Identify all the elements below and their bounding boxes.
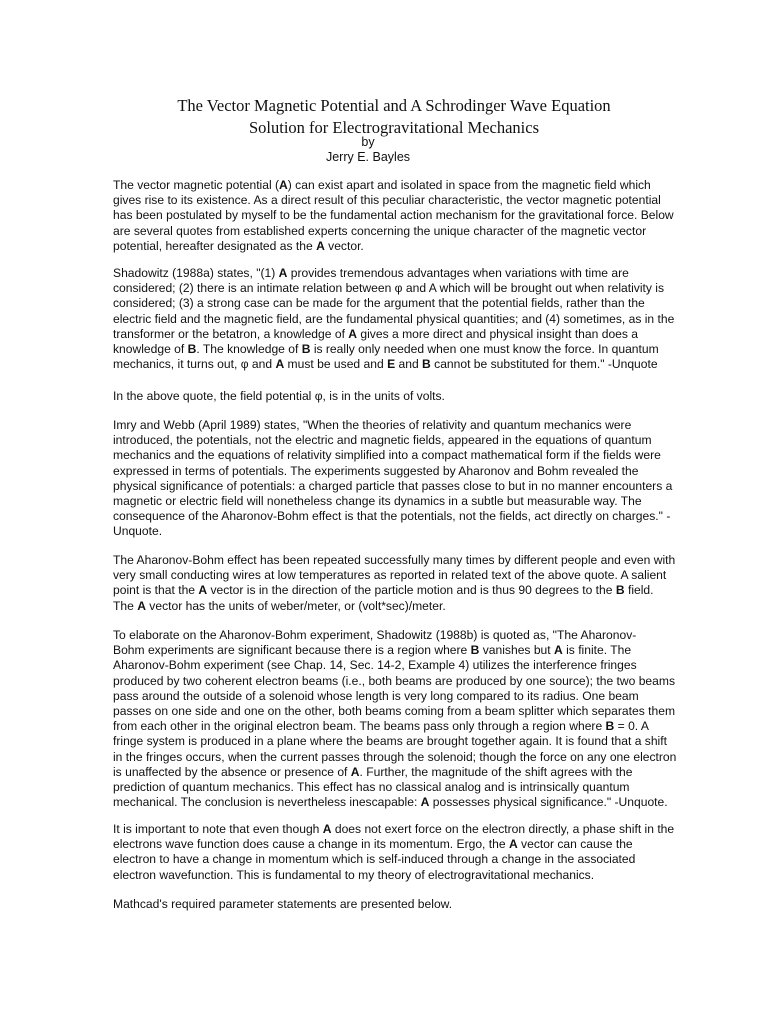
text-line: Mathcad's required parameter statements are presented below. [113,897,453,911]
text-line: point is that the A vector is in the direction of the particle motion and is thus 90 degrees to the B field. [113,583,654,598]
text-line: gives rise to its existence. As a direct result of this peculiar characteristic, the vector magnetic potential [113,193,661,208]
bold-symbol: A [198,583,208,598]
bold-symbol: E [387,357,396,372]
paragraph-phase-shift [113,822,713,883]
paragraph-intro [113,178,713,254]
text-line: The A vector has the units of weber/meter, or (volt*sec)/meter. [113,598,446,613]
text-line: Shadowitz (1988a) states, "(1) A provides tremendous advantages when variations with time are [113,266,629,280]
text-line: Imry and Webb (April 1989) states, "When the theories of relativity and quantum mechanics were [113,418,632,432]
text-line: are several quotes from established experts concerning the unique character of the magnetic vector [113,223,647,238]
document-title-line1: The Vector Magnetic Potential and A Schrodinger Wave Equation [177,96,611,115]
text-line: The Aharonov-Bohm effect has been repeated successfully many times by different people and even with [113,553,676,567]
text-line: magnetic or electric field will nonetheless change its dynamics in a subtle but measurable way. The [113,494,642,509]
bold-symbol: A [279,178,288,192]
text-line: expressed in terms of potentials. The experiments suggested by Aharonov and Bohm revealed the [113,463,639,478]
author-name: Jerry E. Bayles [325,150,411,164]
paragraph-shadowitz-quote [113,266,713,372]
bold-symbol: A [275,357,285,372]
bold-symbol: A [348,326,358,341]
text-line: passes on one side and one on the other, both beams coming from a beam splitter which separates them [113,704,676,719]
text-line: in the fringes occurs, when the current passes through the solenoid; though the force on any one electron [113,749,677,764]
bold-symbol: B [301,342,311,357]
bold-symbol: A [554,643,563,658]
text-line: To elaborate on the Aharonov-Bohm experiment, Shadowitz (1988b) is quoted as, "The Aharonov- [113,628,637,642]
text-line: considered; (3) a strong case can be made for the argument that the potential fields, rather than the [113,296,645,311]
bold-symbol: A [420,795,430,810]
text-line: It is important to note that even though A does not exert force on the electron directly, a phase shift in the [113,822,675,836]
text-line: electron to have a change in momentum which is self-induced through a change in the associated [113,852,636,867]
text-line: mechanics, it turns out, φ and A must be used and E and B cannot be substituted for them." -Unquote [113,357,658,372]
paragraph-mathcad [113,897,713,912]
bold-symbol: B [187,342,197,357]
bold-symbol: B [470,643,480,658]
text-line: mechanical. The conclusion is nevertheless inescapable: A possesses physical significance." -Unquote. [113,795,668,810]
paragraph-imry-webb-quote [113,418,713,540]
bold-symbol: B [615,583,625,598]
bold-symbol: A [137,598,146,613]
bold-symbol: A [278,266,288,280]
text-line: In the above quote, the field potential φ, is in the units of volts. [113,389,445,403]
text-line: mechanics and the equations of relativity simplified into a compact mathematical form if the fields were [113,448,661,463]
paragraph-field-potential [113,389,713,404]
text-line: has been postulated by myself to be the fundamental action mechanism for the gravitational force. Below [113,208,674,223]
bold-symbol: A [316,238,325,253]
text-line: Aharonov-Bohm experiment (see Chap. 14, Sec. 14-2, Example 4) utilizes the interference fringes [113,658,637,673]
text-line: consequence of the Aharonov-Bohm effect is that the potentials, not the fields, act directly on charges." - [113,509,671,524]
text-line: transformer or the betatron, a knowledge of A gives a more direct and physical insight than does a [113,326,639,341]
paragraph-aharonov-bohm-repeated [113,553,713,614]
text-line: electric field and the magnetic field, are the fundamental physical quantities; and (4) sometimes, as in the [113,311,675,326]
text-line: The vector magnetic potential (A) can exist apart and isolated in space from the magnetic field which [113,178,651,192]
text-line: knowledge of B. The knowledge of B is really only needed when one must know the force. In quantum [113,342,659,357]
document-title-line2: Solution for Electrogravitational Mechanics [248,118,540,137]
text-line: electrons wave function does cause a change in its momentum. Ergo, the A vector can cause the [113,837,633,852]
text-line: physical significance of potentials: a charged particle that passes close to but in no manner encounters a [113,478,673,493]
text-line: produced by two coherent electron beams (i.e., both beams are produced by one source); the two beams [113,673,676,688]
text-line: considered; (2) there is an intimate relation between φ and A which will be brought out when relativity is [113,281,665,296]
text-line: pass around the outside of a solenoid whose length is very long compared to its radius. One beam [113,688,639,703]
paragraph-aharonov-bohm-experiment [113,628,713,810]
bold-symbol: B [422,357,431,372]
bold-symbol: B [605,719,615,734]
text-line: prediction of quantum mechanics. This effect has no classical analog and is intrinsically quantum [113,780,630,795]
text-line: fringe system is produced in a plane where the beams are brought together again. It is found that a shift [113,734,667,749]
text-line: introduced, the potentials, not the electric and magnetic fields, appeared in the equations of quantum [113,433,652,448]
text-line: Bohm experiments are significant because there is a region where B vanishes but A is finite. The [113,643,632,658]
bold-symbol: A [350,764,360,779]
text-line: electron wavefunction. This is fundamental to my theory of electrogravitational mechanics. [113,867,595,882]
bold-symbol: A [322,822,332,836]
bold-symbol: A [508,837,518,852]
text-line: potential, hereafter designated as the A vector. [113,238,364,253]
text-line: very small conducting wires at low temperatures as reported in related text of the above quote. A salient [113,568,667,583]
text-line: Unquote. [113,524,163,539]
text-line: from each other in the original electron beam. The beams pass only through a region where B = 0. A [113,719,649,734]
text-line: is unaffected by the absence or presence of A. Further, the magnitude of the shift agrees with the [113,764,633,779]
byline-by: by [361,135,375,149]
